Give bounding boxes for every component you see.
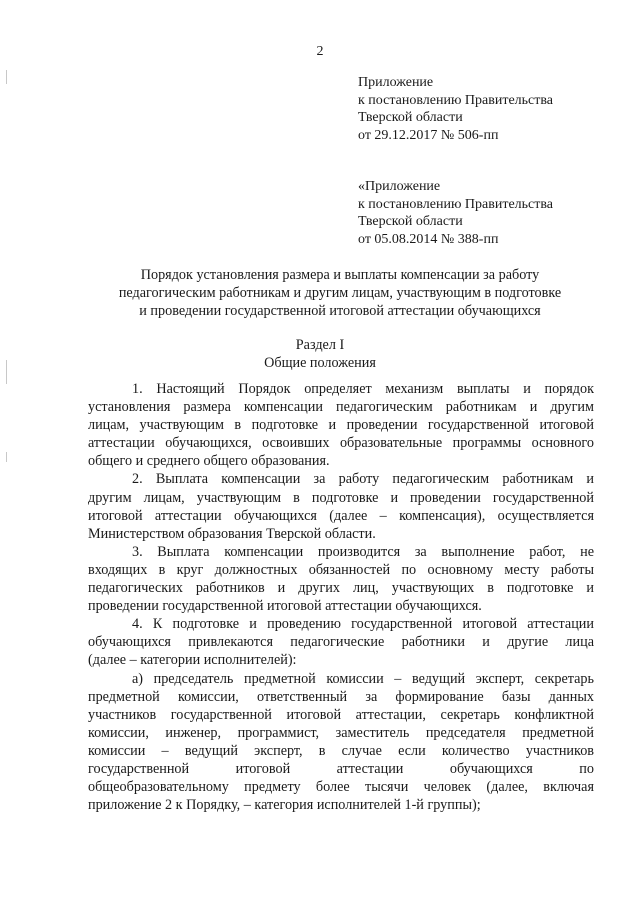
title-line: Порядок установления размера и выплаты компенсации за работу <box>140 267 540 283</box>
scan-edge-mark <box>6 452 7 462</box>
paragraph-line: а) председатель предметной комиссии – ведущий эксперт, секретарь <box>132 670 594 687</box>
paragraph-line: 4. К подготовке и проведению государственной итоговой аттестации <box>132 616 594 633</box>
paragraph-line: обучающихся привлекаются педагогические работники и другие лица <box>88 634 594 651</box>
approval-line: Тверской области <box>358 110 463 125</box>
paragraph-line: педагогических работников и других лиц, участвующих в подготовке и <box>88 580 594 597</box>
section-name: Общие положения <box>264 355 376 371</box>
paragraph-line: Министерством образования Тверской области. <box>88 525 376 542</box>
paragraph-line: итоговой аттестации обучающихся (далее – компенсация), осуществляется <box>88 507 594 524</box>
document-body <box>88 380 594 814</box>
title-line: и проведении государственной итоговой аттестации обучающихся <box>139 303 541 319</box>
paragraph-line: лицам, участвующим в подготовке и проведении государственной итоговой <box>88 417 594 434</box>
section-label: Раздел I <box>295 337 345 353</box>
paragraph <box>88 543 594 615</box>
approval-line: Тверской области <box>358 214 463 229</box>
paragraph-line: общеобразовательному предмету более тысячи человек (далее, включая <box>88 779 594 796</box>
paragraph-line: 2. Выплата компенсации за работу педагогическим работникам и <box>132 471 594 488</box>
paragraph-line: приложение 2 к Порядку, – категория исполнителей 1-й группы); <box>88 797 481 814</box>
page-number: 2 <box>316 44 324 59</box>
scan-edge-mark <box>6 70 7 84</box>
paragraph-line: (далее – категории исполнителей): <box>88 652 297 669</box>
title-line: педагогическим работникам и другим лицам, участвующим в подготовке <box>118 285 562 301</box>
paragraph-line: общего и среднего общего образования. <box>88 453 330 470</box>
paragraph-line: 1. Настоящий Порядок определяет механизм выплаты и порядок <box>132 381 594 397</box>
approval-line: Приложение <box>358 75 434 90</box>
paragraph-line: другим лицам, участвующим в подготовке и проведении государственной <box>88 489 594 506</box>
paragraph <box>88 380 594 470</box>
paragraph-line: 3. Выплата компенсации производится за выполнение работ, не <box>132 543 594 560</box>
paragraph-line: входящих в круг должностных обязанностей по основному месту работы <box>88 561 594 578</box>
paragraph-line: комиссии, инженер, программист, заместитель председателя предметной <box>88 724 594 741</box>
approval-line: «Приложение <box>358 179 441 194</box>
document-title <box>90 266 590 320</box>
approval-line: от 05.08.2014 № 388-пп <box>358 231 499 247</box>
paragraph <box>88 615 594 669</box>
section-heading <box>0 336 640 372</box>
approval-line: от 29.12.2017 № 506-пп <box>358 127 499 143</box>
approval-line: к постановлению Правительства <box>358 196 554 212</box>
paragraph-line: государственной итоговой аттестации обучающихся по <box>88 760 594 777</box>
paragraph-line: проведении государственной итоговой аттестации обучающихся. <box>88 598 482 615</box>
paragraph-line: установления размера компенсации педагогическим работникам и другим <box>88 399 594 416</box>
paragraph-line: предметной комиссии, ответственный за формирование базы данных <box>88 688 594 705</box>
paragraph-line: участников государственной итоговой аттестации, секретарь конфликтной <box>88 706 594 723</box>
paragraph <box>88 470 594 542</box>
paragraph-line: аттестации обучающихся, освоивших образовательные программы основного <box>88 435 594 452</box>
approval-line: к постановлению Правительства <box>358 92 554 108</box>
paragraph <box>88 670 594 815</box>
paragraph-line: комиссии – ведущий эксперт, в случае если количество участников <box>88 742 594 759</box>
approval-block-current <box>358 74 553 144</box>
approval-block-original <box>358 178 553 248</box>
